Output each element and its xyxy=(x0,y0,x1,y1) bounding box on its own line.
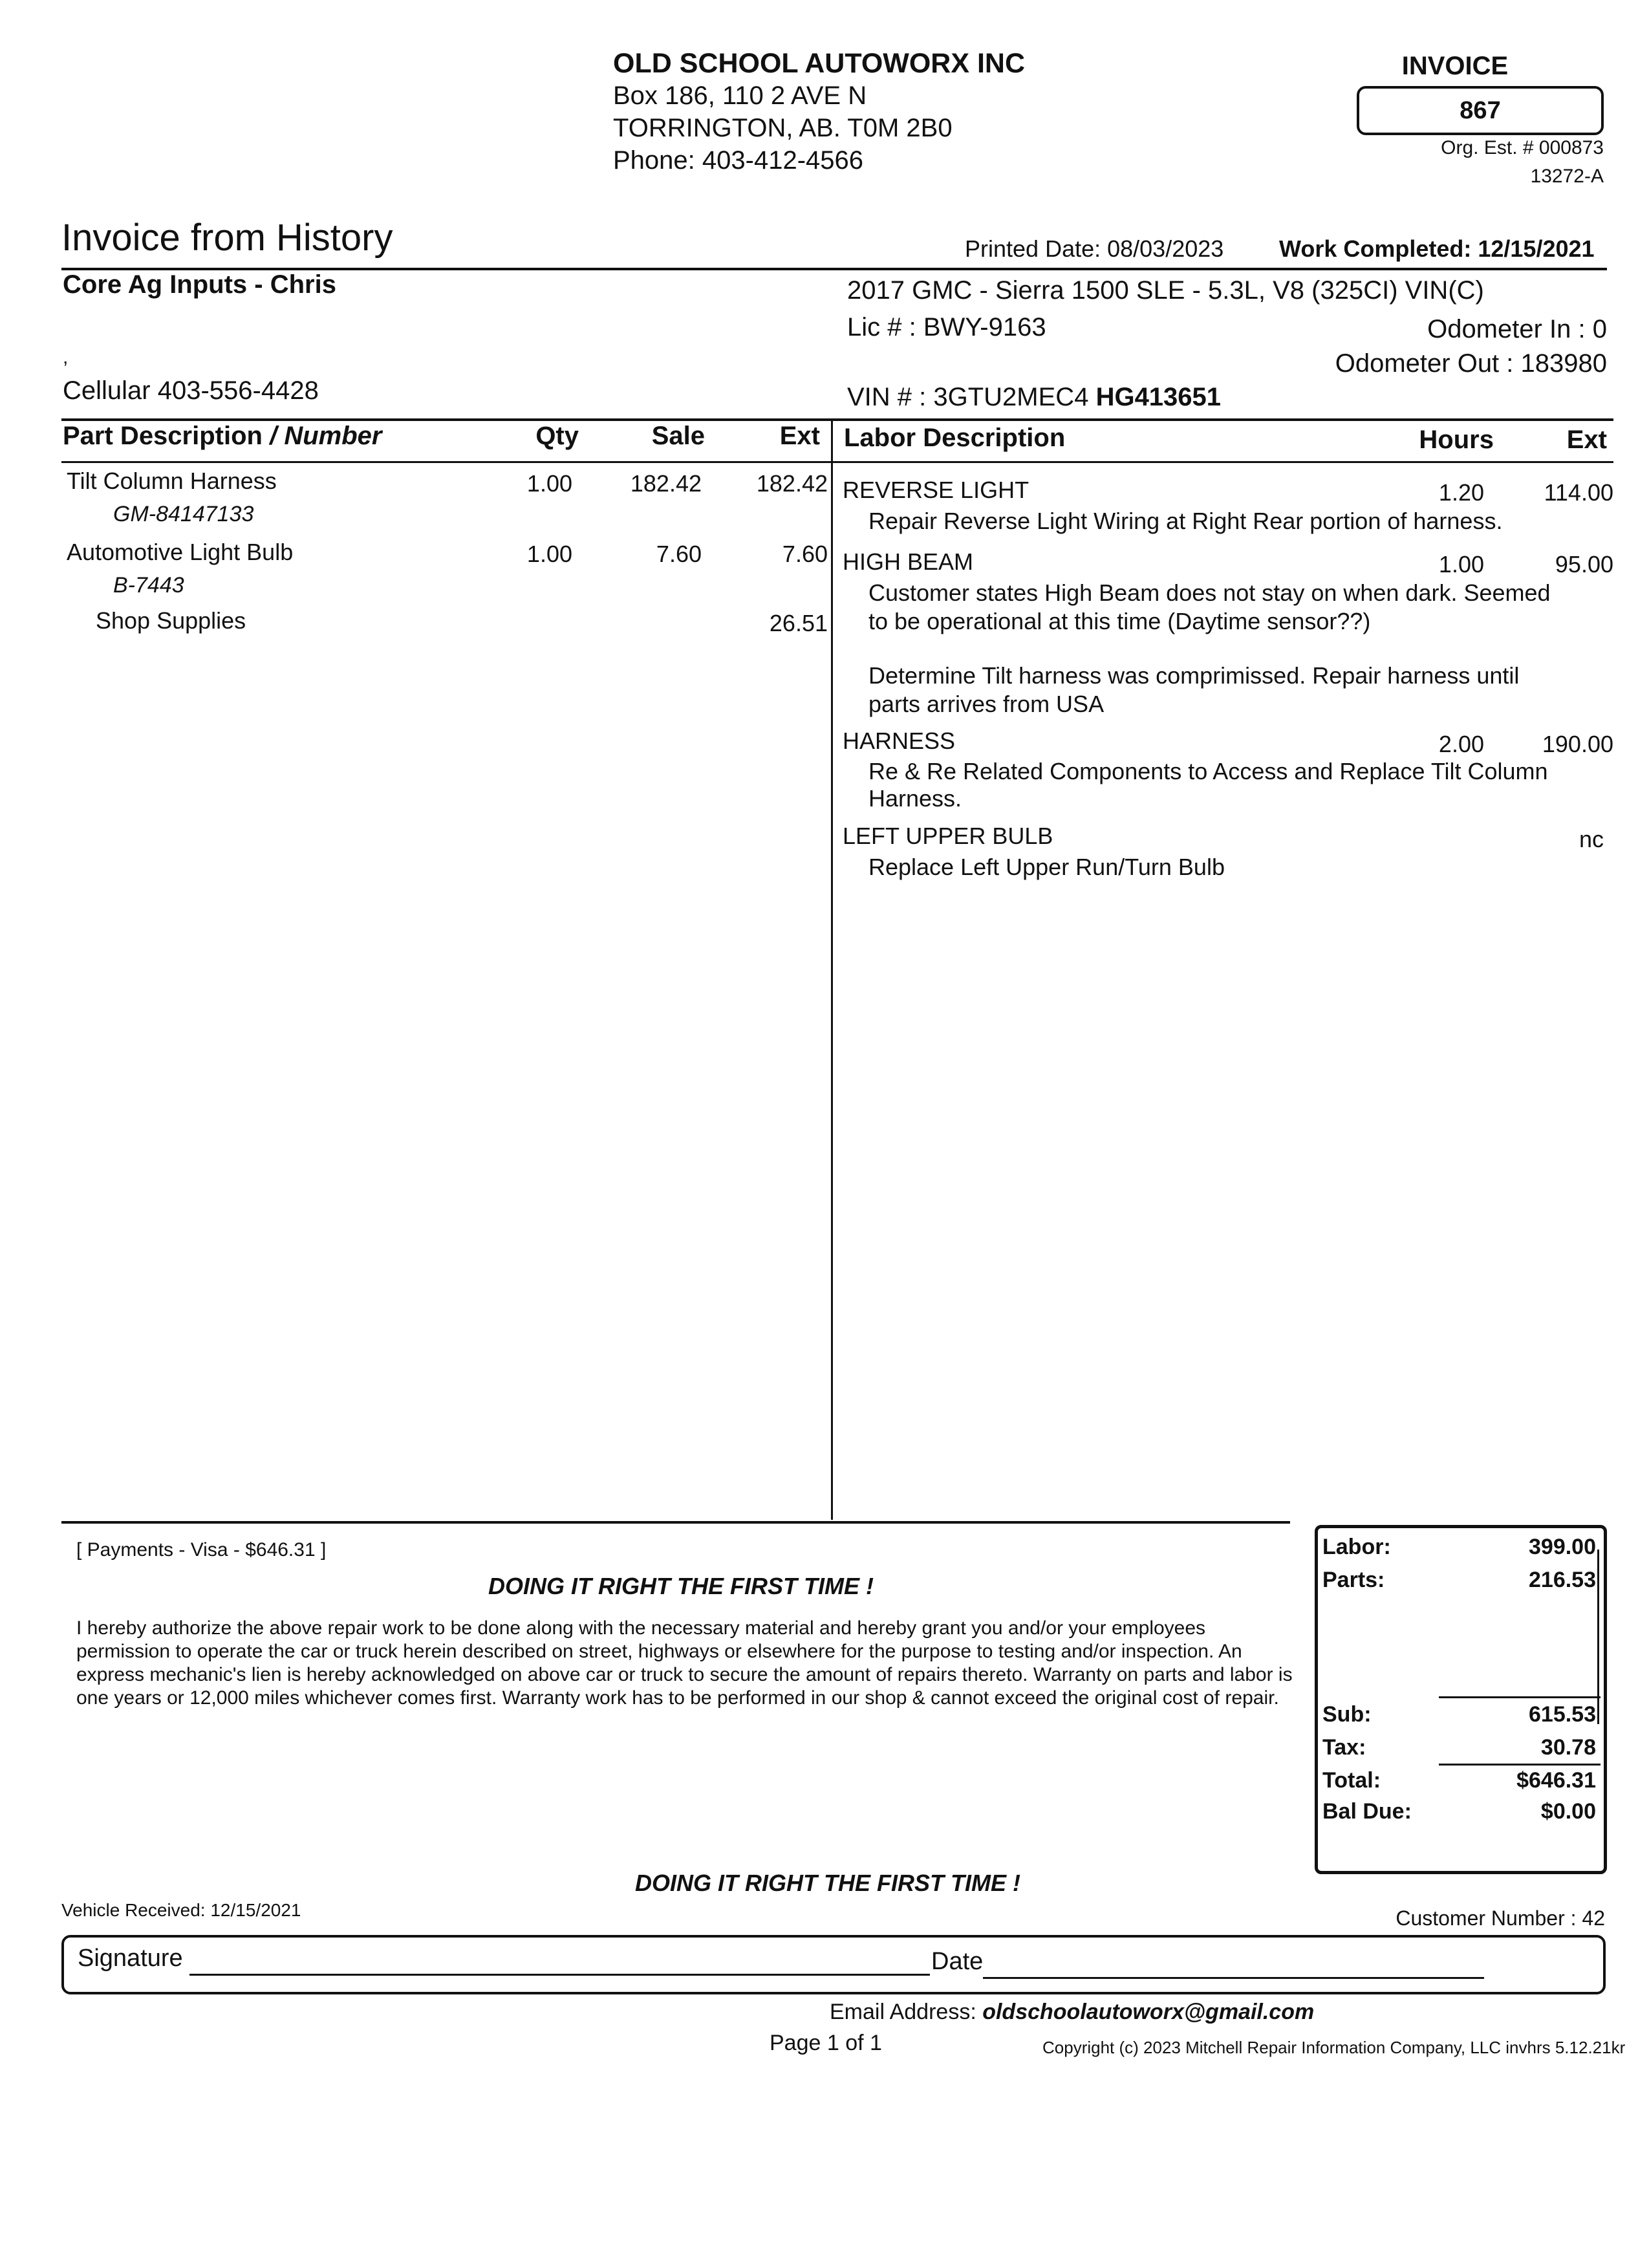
page-title: Invoice from History xyxy=(61,217,393,259)
date-line[interactable] xyxy=(983,1977,1484,1979)
vin-prefix: VIN # : 3GTU2MEC4 xyxy=(847,383,1096,411)
labor-ext: 190.00 xyxy=(1542,731,1613,757)
parts-labor-divider xyxy=(831,420,833,1520)
part-sale: 182.42 xyxy=(630,470,702,497)
labor-header-ext: Ext xyxy=(1566,426,1607,454)
totals-total-label: Total: xyxy=(1322,1768,1381,1793)
totals-parts-value: 216.53 xyxy=(1529,1568,1596,1592)
shop-supplies-label: Shop Supplies xyxy=(96,607,246,634)
labor-note: Re & Re Related Components to Access and Replace Tilt Column xyxy=(868,758,1548,784)
email-label: Email Address: xyxy=(830,2000,983,2024)
labor-hours: 1.00 xyxy=(1438,551,1484,578)
invoice-reference: 13272-A xyxy=(1530,166,1604,187)
labor-title: HARNESS xyxy=(843,728,956,754)
page-indicator: Page 1 of 1 xyxy=(770,2031,882,2055)
payments-summary: [ Payments - Visa - $646.31 ] xyxy=(76,1539,327,1561)
part-description: Tilt Column Harness xyxy=(67,468,277,494)
company-name: OLD SCHOOL AUTOWORX INC xyxy=(613,48,1026,79)
slogan-bottom: DOING IT RIGHT THE FIRST TIME ! xyxy=(635,1870,1020,1896)
labor-hours: 1.20 xyxy=(1438,479,1484,506)
vehicle-received: Vehicle Received: 12/15/2021 xyxy=(61,1900,301,1920)
parts-header-number: / Number xyxy=(270,422,382,450)
license-plate: Lic # : BWY-9163 xyxy=(847,313,1046,341)
copyright: Copyright (c) 2023 Mitchell Repair Information Company, LLC invhrs 5.12.21kr xyxy=(1042,2038,1626,2057)
authorization-text: I hereby authorize the above repair work to be done along with the necessary material and hereby grant you and/or your employees permission to operate the car or truck herein described on street, highways or elsewhere for the purpose to testing and/or inspection. An express mechanic's lien is hereby acknowledged on above car or truck to secure the amount of repairs thereto. Warranty on parts and labor is one years or 12,000 miles whichever comes first. Warranty work has to be performed in our shop & cannot exceed the original cost of repair. xyxy=(76,1617,1293,1709)
labor-note: Replace Left Upper Run/Turn Bulb xyxy=(868,854,1225,880)
email-address[interactable]: oldschoolautoworx@gmail.com xyxy=(982,2000,1315,2024)
totals-parts-label: Parts: xyxy=(1322,1568,1385,1592)
parts-header xyxy=(63,422,382,451)
company-address-line2: TORRINGTON, AB. T0M 2B0 xyxy=(613,114,953,142)
totals-labor-value: 399.00 xyxy=(1529,1535,1596,1559)
parts-header-description: Part Description xyxy=(63,422,263,450)
org-estimate: Org. Est. # 000873 xyxy=(1441,137,1604,158)
odometer-out: Odometer Out : 183980 xyxy=(1335,349,1607,378)
labor-note: Harness. xyxy=(868,785,962,812)
labor-ext: 95.00 xyxy=(1555,551,1613,578)
labor-note: Determine Tilt harness was comprimissed. Repair harness until xyxy=(868,662,1520,689)
odometer-in: Odometer In : 0 xyxy=(1427,315,1607,343)
labor-note: Customer states High Beam does not stay on when dark. Seemed xyxy=(868,579,1551,606)
company-address-line1: Box 186, 110 2 AVE N xyxy=(613,81,867,110)
totals-balance-label: Bal Due: xyxy=(1322,1799,1412,1824)
slogan-top: DOING IT RIGHT THE FIRST TIME ! xyxy=(488,1573,874,1599)
parts-header-qty: Qty xyxy=(535,422,579,450)
customer-address-comma: , xyxy=(63,347,69,368)
vin-number xyxy=(847,383,1221,412)
invoice-label: INVOICE xyxy=(1401,52,1509,80)
totals-tax-value: 30.78 xyxy=(1540,1735,1596,1760)
labor-header-description: Labor Description xyxy=(844,424,1066,452)
email-row xyxy=(830,2000,1314,2025)
date-label: Date xyxy=(931,1948,984,1975)
labor-note: to be operational at this time (Daytime sensor??) xyxy=(868,608,1371,634)
labor-note: Repair Reverse Light Wiring at Right Rear portion of harness. xyxy=(868,508,1503,534)
signature-box xyxy=(61,1935,1606,1994)
part-qty: 1.00 xyxy=(526,541,572,567)
part-ext: 7.60 xyxy=(782,541,828,567)
table-header-rule xyxy=(61,461,1613,463)
totals-labor-label: Labor: xyxy=(1322,1535,1391,1559)
work-completed: Work Completed: 12/15/2021 xyxy=(1279,235,1595,262)
signature-label: Signature xyxy=(78,1945,183,1972)
shop-supplies-ext: 26.51 xyxy=(769,610,828,636)
invoice-number: 867 xyxy=(1357,86,1604,135)
part-number: GM-84147133 xyxy=(113,502,254,526)
signature-line[interactable] xyxy=(189,1974,930,1976)
table-top-rule xyxy=(61,418,1613,421)
company-phone: Phone: 403-412-4566 xyxy=(613,146,863,175)
customer-number: Customer Number : 42 xyxy=(1396,1906,1605,1930)
customer-name: Core Ag Inputs - Chris xyxy=(63,270,336,299)
customer-cellular: Cellular 403-556-4428 xyxy=(63,376,319,405)
labor-title: HIGH BEAM xyxy=(843,548,974,575)
totals-total-value: $646.31 xyxy=(1516,1768,1596,1793)
part-number: B-7443 xyxy=(113,573,184,598)
totals-balance-value: $0.00 xyxy=(1540,1799,1596,1824)
labor-ext: nc xyxy=(1579,826,1604,852)
totals-sub-rule xyxy=(1439,1696,1600,1698)
labor-title: REVERSE LIGHT xyxy=(843,477,1029,503)
labor-ext: 114.00 xyxy=(1544,479,1613,506)
part-ext: 182.42 xyxy=(756,470,828,497)
labor-note: parts arrives from USA xyxy=(868,691,1105,717)
vin-suffix: HG413651 xyxy=(1095,383,1222,411)
part-qty: 1.00 xyxy=(526,470,572,497)
totals-sub-value: 615.53 xyxy=(1529,1702,1596,1727)
labor-header-hours: Hours xyxy=(1419,426,1494,454)
vehicle-description: 2017 GMC - Sierra 1500 SLE - 5.3L, V8 (325CI) VIN(C) xyxy=(847,276,1484,305)
parts-header-ext: Ext xyxy=(779,422,820,450)
labor-title: LEFT UPPER BULB xyxy=(843,823,1053,849)
totals-tax-label: Tax: xyxy=(1322,1735,1366,1760)
part-description: Automotive Light Bulb xyxy=(67,539,294,565)
part-sale: 7.60 xyxy=(656,541,702,567)
totals-sub-label: Sub: xyxy=(1322,1702,1372,1727)
printed-date: Printed Date: 08/03/2023 xyxy=(965,235,1224,262)
labor-hours: 2.00 xyxy=(1438,731,1484,757)
totals-total-rule xyxy=(1439,1764,1600,1766)
footer-rule xyxy=(61,1521,1290,1524)
parts-header-sale: Sale xyxy=(651,422,705,450)
